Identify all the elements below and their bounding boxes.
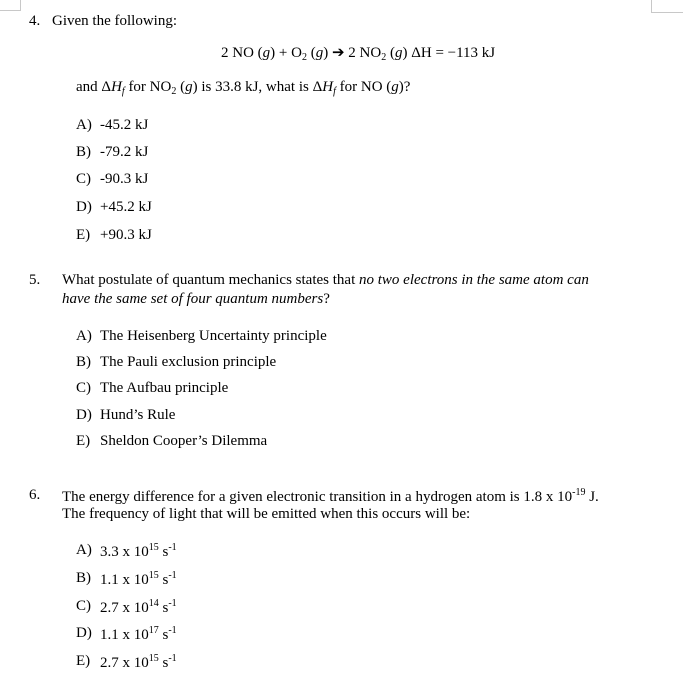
choice-text: +45.2 kJ — [100, 199, 152, 215]
choice-text: -45.2 kJ — [100, 117, 149, 133]
choice-text: -79.2 kJ — [100, 144, 149, 160]
choice-letter: E) — [76, 433, 91, 449]
q5-number: 5. — [29, 272, 41, 288]
choice-letter: C) — [76, 598, 91, 614]
crop-mark-right — [651, 0, 683, 13]
q4-stem: and $\Delta H_f$ for $NO_2$ (g) is 33.8 kJ, what is $\Delta H_f$ for NO (g)? — [76, 79, 411, 97]
q6-number: 6. — [29, 487, 41, 503]
q5-stem-line1: What postulate of quantum mechanics states that no two electrons in the same atom can — [62, 272, 589, 288]
reaction-arrow-icon: ➔ — [331, 45, 345, 61]
choice-text: Hund’s Rule — [100, 407, 176, 423]
choice-letter: C) — [76, 171, 91, 187]
q6-stem-line2: The frequency of light that will be emitted when this occurs will be: — [62, 506, 471, 522]
choice-letter: D) — [76, 407, 92, 423]
q4-equation: 2 NO $(g) + O_2$ (g) ➔ 2 $NO_2$ (g) ΔH = −113 kJ — [221, 45, 496, 63]
choice-text: The Aufbau principle — [100, 380, 229, 396]
choice-text: Sheldon Cooper’s Dilemma — [100, 433, 268, 449]
choice-text: 2.7 x $10^{14}$ $s^{-1}$ — [100, 598, 177, 616]
q5-stem-line2: have the same set of four quantum numbers? — [62, 291, 330, 307]
choice-letter: B) — [76, 354, 91, 370]
choice-text: -90.3 kJ — [100, 171, 149, 187]
choice-letter: E) — [76, 653, 91, 669]
choice-letter: A) — [76, 328, 92, 344]
choice-letter: D) — [76, 199, 92, 215]
choice-letter: B) — [76, 144, 91, 160]
choice-letter: E) — [76, 227, 91, 243]
choice-letter: A) — [76, 117, 92, 133]
q4-number: 4. — [29, 13, 41, 29]
choice-text: 1.1 x $10^{17}$ $s^{-1}$ — [100, 625, 177, 643]
choice-letter: A) — [76, 542, 92, 558]
choice-text: The Heisenberg Uncertainty principle — [100, 328, 327, 344]
q6-stem-line1: The energy difference for a given electronic transition in a hydrogen atom is 1.8 x $10^{-19}$ J. — [62, 487, 599, 505]
choice-text: 1.1 x $10^{15}$ $s^{-1}$ — [100, 570, 177, 588]
choice-text: 2.7 x $10^{15}$ $s^{-1}$ — [100, 653, 177, 671]
crop-mark-left — [0, 0, 21, 11]
choice-letter: C) — [76, 380, 91, 396]
q4-lead: Given the following: — [52, 13, 177, 29]
choice-letter: B) — [76, 570, 91, 586]
choice-letter: D) — [76, 625, 92, 641]
choice-text: 3.3 x $10^{15}$ $s^{-1}$ — [100, 542, 177, 560]
choice-text: +90.3 kJ — [100, 227, 152, 243]
choice-text: The Pauli exclusion principle — [100, 354, 277, 370]
